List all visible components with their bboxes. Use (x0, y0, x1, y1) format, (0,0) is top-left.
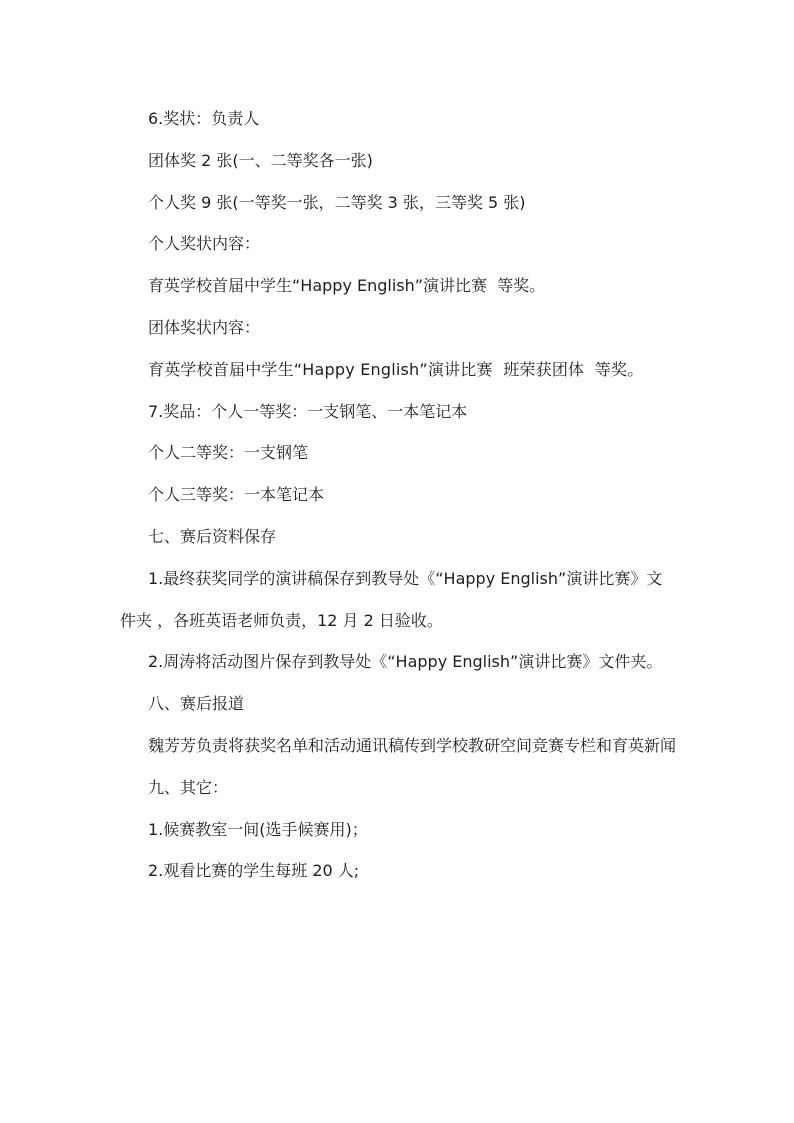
paragraph-team-certificate-label: 团体奖状内容： (148, 317, 261, 337)
paragraph-prizes-second: 个人二等奖：一支钢笔 (148, 443, 309, 463)
paragraph-photo-storage: 2.周涛将活动图片保存到教导处《“Happy English”演讲比赛》文件夹。 (148, 652, 663, 672)
section-heading-other: 九、其它： (148, 777, 229, 797)
paragraph-individual-certificate-text: 育英学校首届中学生“Happy English”演讲比赛 等奖。 (148, 276, 546, 296)
paragraph-report-detail: 魏芳芳负责将获奖名单和活动通讯稿传到学校教研空间竞赛专栏和育英新闻 (148, 735, 677, 755)
paragraph-team-award-count: 团体奖 2 张(一、二等奖各一张) (148, 150, 373, 170)
paragraph-individual-certificate-label: 个人奖状内容： (148, 234, 261, 254)
paragraph-team-certificate-text: 育英学校首届中学生“Happy English”演讲比赛 班荣获团体 等奖。 (148, 359, 644, 379)
paragraph-individual-award-count: 个人奖 9 张(一等奖一张，二等奖 3 张，三等奖 5 张) (148, 192, 526, 212)
document-body (120, 98, 676, 892)
section-heading-report: 八、赛后报道 (148, 694, 245, 714)
paragraph-audience: 2.观看比赛的学生每班 20 人; (148, 861, 360, 881)
section-heading-material-storage: 七、赛后资料保存 (148, 526, 277, 546)
paragraph-prizes-third: 个人三等奖：一本笔记本 (148, 485, 325, 505)
paragraph-waiting-room: 1.候赛教室一间(选手候赛用)； (148, 819, 368, 839)
paragraph-speech-storage: 1.最终获奖同学的演讲稿保存到教导处《“Happy English”演讲比赛》文件夹 ，各班英语老师负责，12 月 2 日验收。 (120, 568, 663, 630)
paragraph-certificate-heading: 6.奖状：负责人 (148, 109, 260, 128)
paragraph-prizes-first: 7.奖品：个人一等奖：一支钢笔、一本笔记本 (148, 401, 468, 421)
